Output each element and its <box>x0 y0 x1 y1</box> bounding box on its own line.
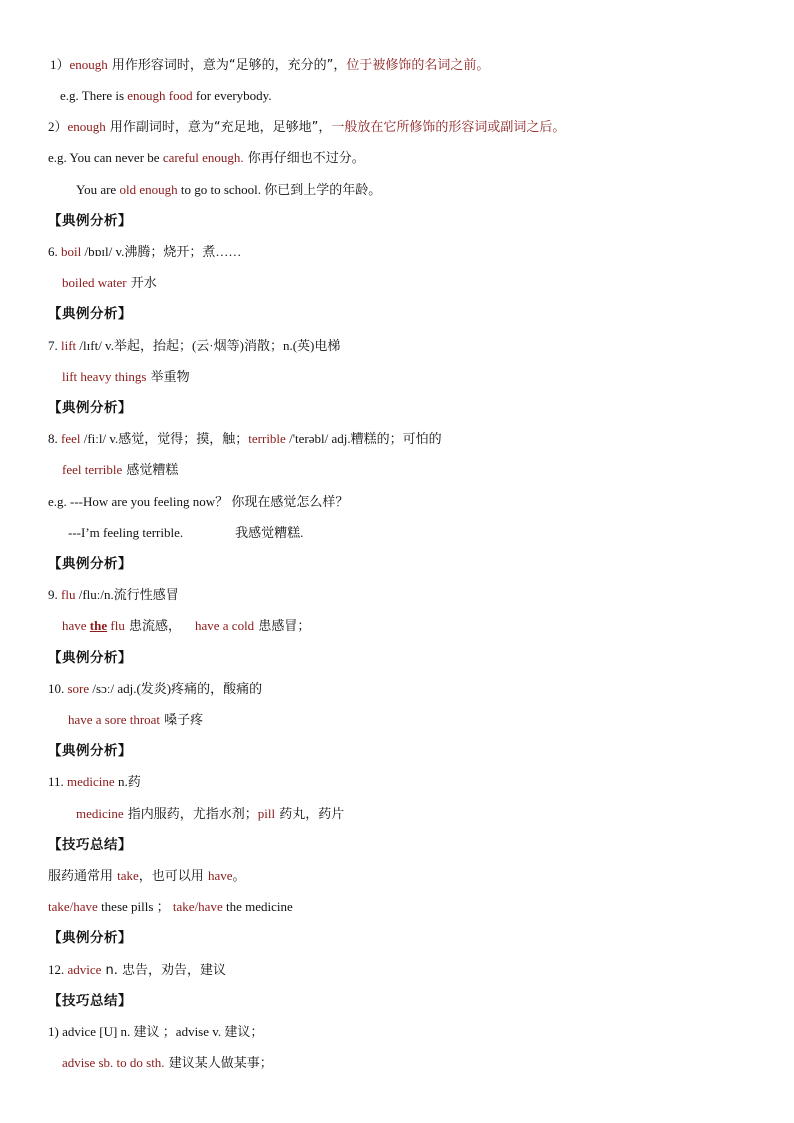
enough-adv-example-1: e.g. You can never be careful enough. 你再仔细也不过分。 <box>48 150 365 166</box>
vocab-lift: 7. lift /lɪft/ v.举起，抬起；(云·烟等)消散；n.(英)电梯 <box>48 338 341 353</box>
enough-adj-rule: 1）enough 用作形容词时，意为“足够的，充分的”，位于被修饰的名词之前。 <box>50 57 490 73</box>
phrase-feel-terrible: feel terrible 感觉糟糕 <box>62 462 179 478</box>
medicine-vs-pill: medicine 指内服药，尤指水剂；pill 药丸，药片 <box>76 806 345 822</box>
vocab-flu: 9. flu /fluː/n.流行性感冒 <box>48 587 179 602</box>
vocab-advice: 12. advice n. 忠告，劝告，建议 <box>48 962 227 978</box>
vocab-boil: 6. boil /bɒɪl/ v.沸腾；烧开；煮…… <box>48 244 242 259</box>
tips-heading: 【技巧总结】 <box>48 837 132 853</box>
vocab-medicine: 11. medicine n.药 <box>48 774 141 789</box>
advice-advise-rule: 1) advice [U] n. 建议 ；advise v. 建议； <box>48 1024 264 1039</box>
enough-adv-example-2: You are old enough to go to school. 你已到上学的年龄。 <box>76 182 382 197</box>
section-heading: 【典例分析】 <box>48 743 132 759</box>
section-heading: 【典例分析】 <box>48 930 132 946</box>
take-medicine-rule: 服药通常用 take，也可以用 have。 <box>48 868 246 884</box>
section-heading: 【典例分析】 <box>48 306 132 322</box>
phrase-advise-sb: advise sb. to do sth. 建议某人做某事； <box>62 1055 273 1071</box>
enough-adv-rule: 2）enough 用作副词时，意为“充足地，足够地”，一般放在它所修饰的形容词或副词之后。 <box>48 119 566 135</box>
phrase-lift-heavy-things: lift heavy things 举重物 <box>62 369 190 385</box>
section-heading: 【典例分析】 <box>48 400 132 416</box>
take-medicine-examples: take/have these pills ； take/have the medicine <box>48 899 293 914</box>
phrase-boiled-water: boiled water 开水 <box>62 275 157 291</box>
feel-example-question: e.g. ---How are you feeling now？ 你现在感觉怎么样？ <box>48 494 349 509</box>
vocab-feel-terrible: 8. feel /fiːl/ v.感觉，觉得；摸，触；terrible /'terəbl/ adj.糟糕的；可怕的 <box>48 431 442 446</box>
section-heading: 【典例分析】 <box>48 213 132 229</box>
phrase-have-the-flu: have the flu 患流感， have a cold 患感冒； <box>62 618 311 634</box>
feel-example-answer: ---I’m feeling terrible. 我感觉糟糕. <box>68 525 304 540</box>
tips-heading: 【技巧总结】 <box>48 993 132 1009</box>
section-heading: 【典例分析】 <box>48 556 132 572</box>
enough-adj-example: e.g. There is enough food for everybody. <box>60 88 272 103</box>
vocab-sore: 10. sore /sɔː/ adj.(发炎)疼痛的，酸痛的 <box>48 681 263 696</box>
phrase-sore-throat: have a sore throat 嗓子疼 <box>68 712 204 728</box>
section-heading: 【典例分析】 <box>48 650 132 666</box>
